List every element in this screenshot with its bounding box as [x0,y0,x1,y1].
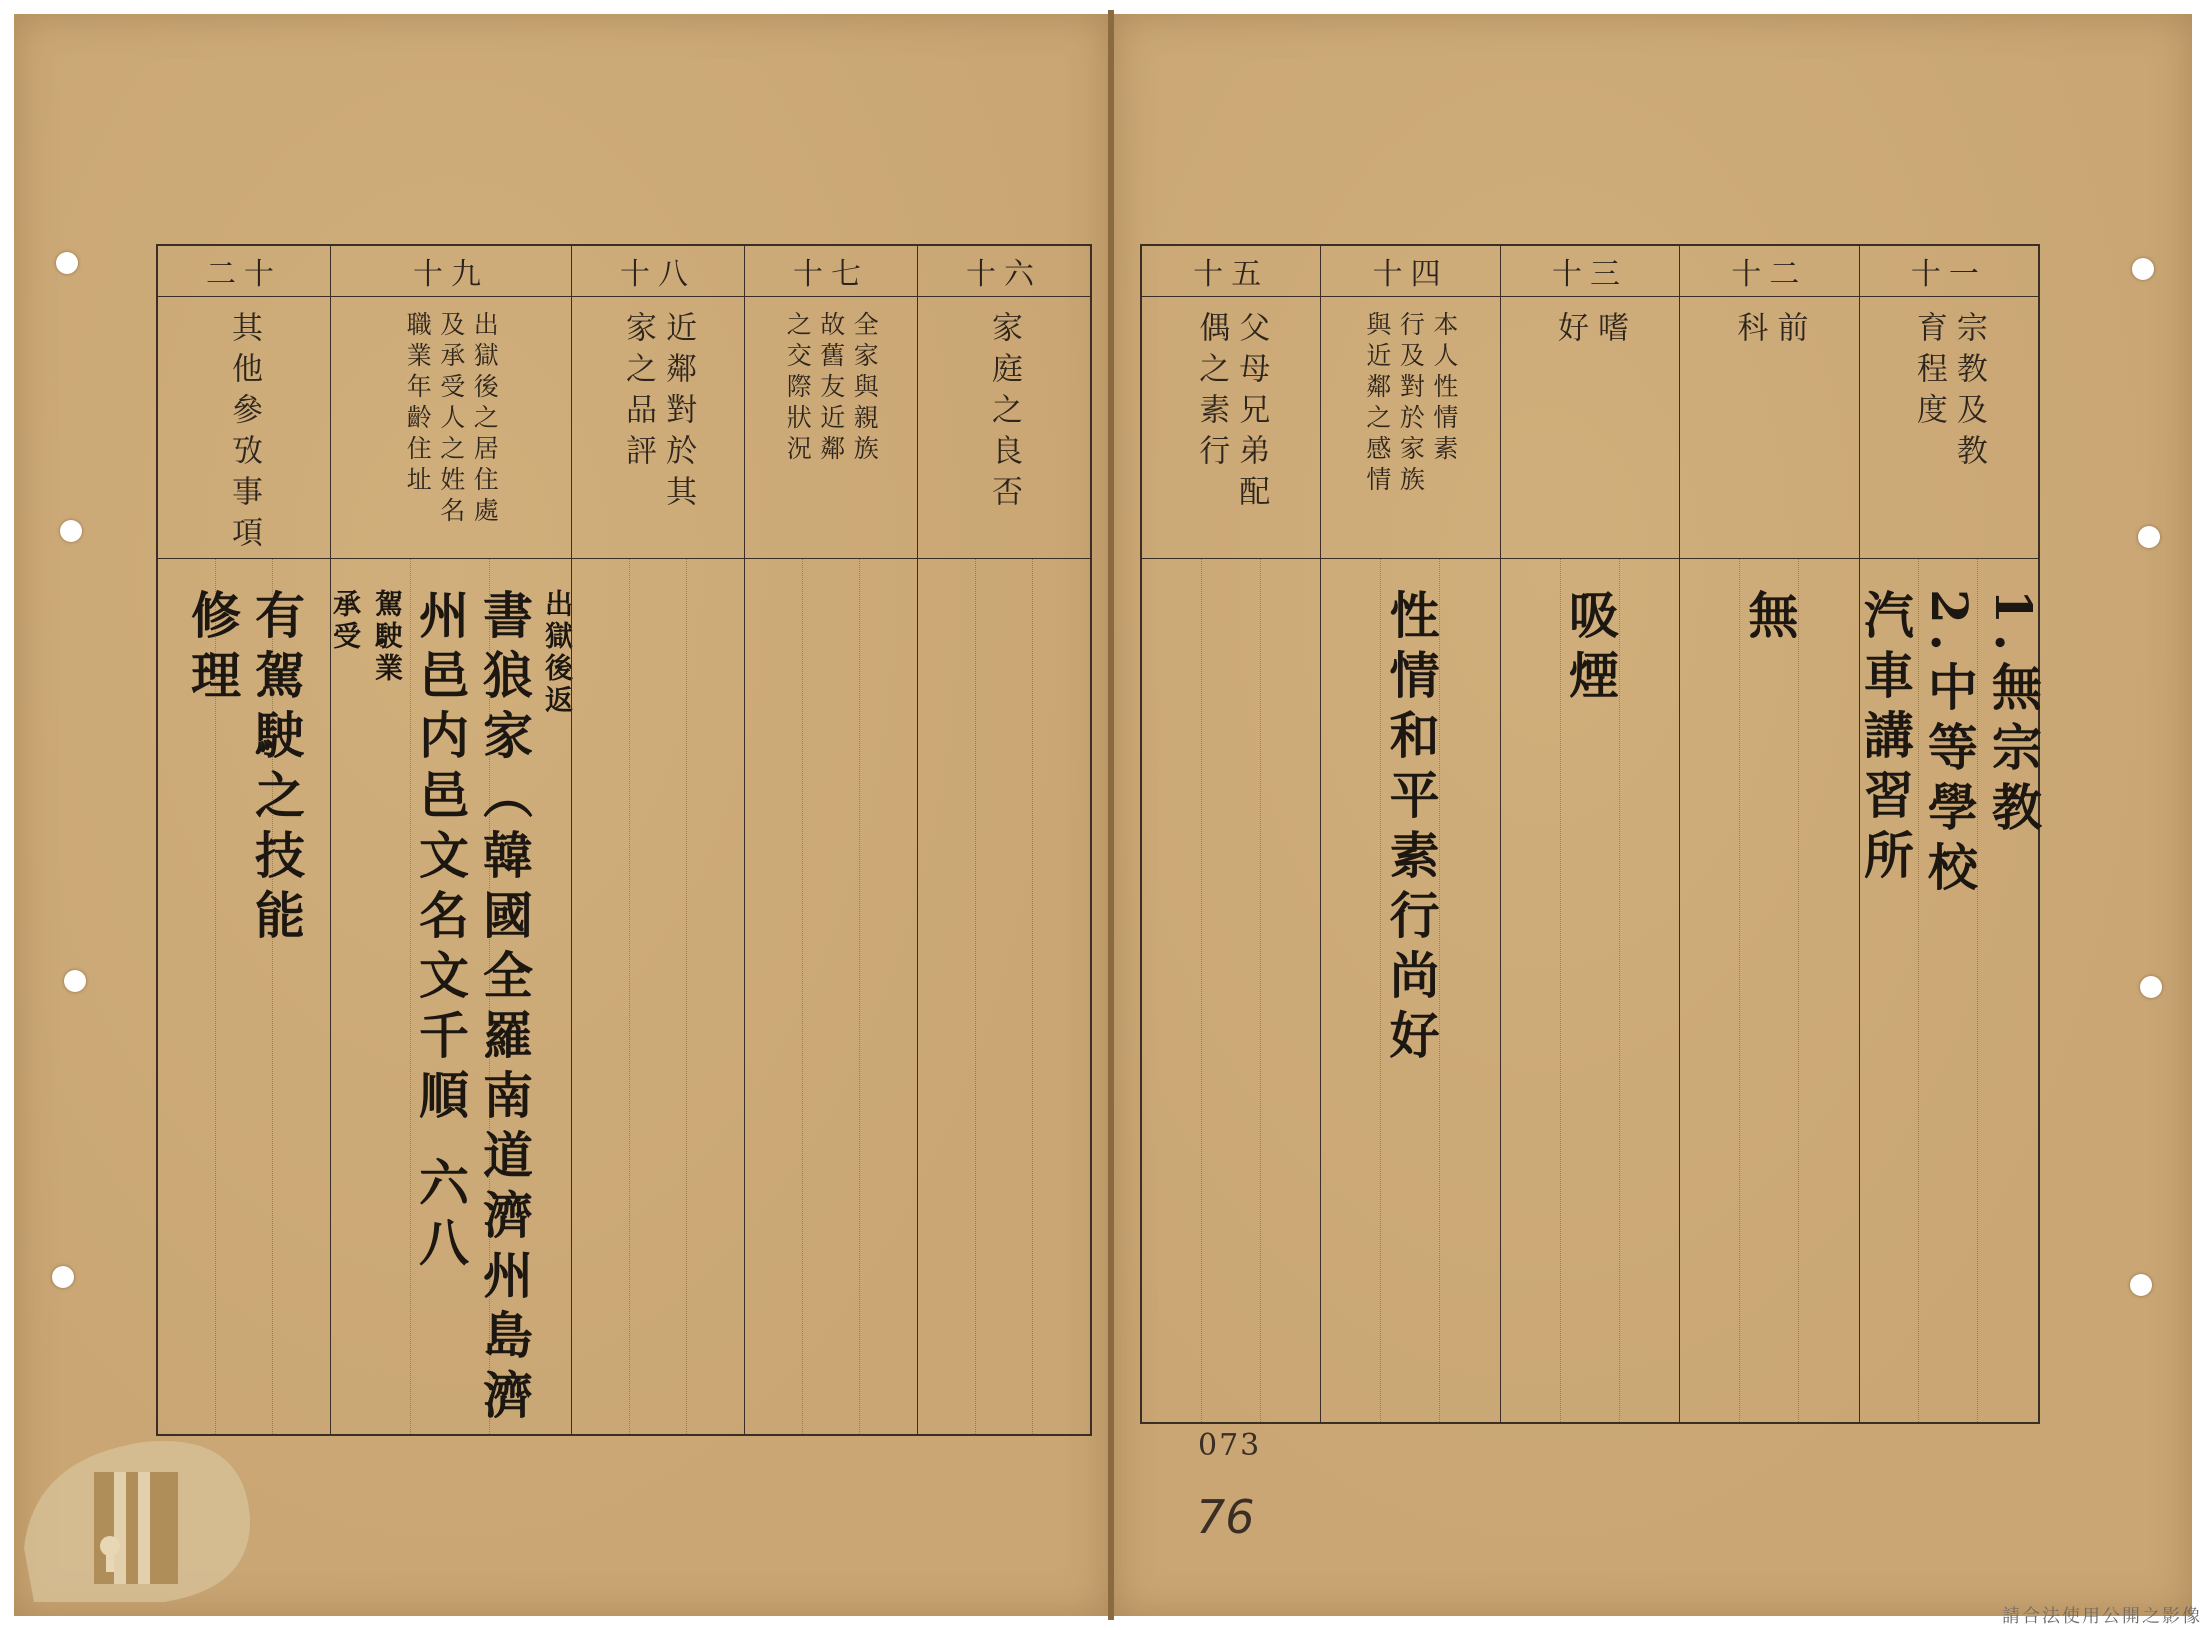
item-number: 十六 [918,246,1090,297]
handwritten-answer [1142,559,1320,1422]
form-column [1142,246,1320,1422]
form-column [158,246,330,1434]
item-label-line: 近鄰對於其 [660,311,697,516]
item-number: 二十 [158,246,330,297]
item-label-line: 好 [1552,311,1589,352]
page-number: 073 [1198,1428,1262,1463]
handwritten-line: 2.中等學校 [1919,589,1979,902]
item-label-line: 出獄後之居住處 [470,311,500,528]
item-label-line: 故舊友近鄰 [816,311,846,466]
item-label-line: 家之品評 [620,311,656,475]
item-label-line: 宗教及教 [1950,311,1987,475]
binding-hole [56,252,78,274]
item-label-line: 父母兄弟配 [1233,311,1270,516]
item-number: 十七 [745,246,917,297]
handwritten-line: 州邑内邑文名文千順 六八 [411,589,470,1277]
item-label-line: 偶之素行 [1193,311,1230,475]
item-label-line: 家庭之良否 [986,311,1023,516]
handwritten-line: 修理 [183,589,242,709]
guide-line [410,559,411,1434]
guide-line [802,559,803,1434]
guide-line [629,559,630,1434]
handwritten-line: 無 [1740,589,1800,649]
form-column [329,246,574,1434]
item-label [918,297,1090,559]
guide-line [1619,559,1620,1422]
handwritten-line: 有駕駛之技能 [247,589,306,949]
handwritten-line: 性情和平素行尚好 [1381,589,1441,1069]
item-label-line: 本人性情素 [1429,311,1459,466]
guide-line [1560,559,1561,1422]
left-form-table [156,244,1092,1436]
item-label-line: 及承受人之姓名 [436,311,466,528]
guide-line [489,559,490,1434]
form-column [1320,246,1499,1422]
guide-line [1918,559,1919,1422]
handwritten-line: 駕駛業 [371,589,404,685]
item-label [1321,297,1499,559]
handwritten-answer [918,559,1090,1434]
handwritten-line: 承受 [329,589,362,653]
item-number: 十四 [1321,246,1499,297]
item-label [1860,297,2038,559]
item-number: 十二 [1680,246,1858,297]
handwritten-answer [1501,559,1679,1422]
binding-hole [2132,258,2154,280]
item-label-line: 嗜 [1592,311,1629,352]
guide-line [215,559,216,1434]
item-number: 十九 [331,246,571,297]
handwritten-number: 76 [1196,1490,1255,1544]
handwritten-line: 汽車講習所 [1855,589,1915,889]
binding-hole [2130,1274,2152,1296]
form-column [917,246,1090,1434]
guide-line [1739,559,1740,1422]
guide-line [859,559,860,1434]
item-label-line: 全家與親族 [850,311,880,466]
item-label [331,297,571,559]
item-label-line: 職業年齡住址 [403,311,433,497]
item-label-line: 之交際狀況 [783,311,813,466]
item-label [1501,297,1679,559]
item-number: 十三 [1501,246,1679,297]
handwritten-answer [329,559,574,1434]
handwritten-answer [1321,559,1499,1422]
handwritten-answer [1680,559,1858,1422]
guide-line [1439,559,1440,1422]
item-label-line: 前 [1771,311,1808,352]
item-label-line: 與近鄰之感情 [1362,311,1392,497]
guide-line [975,559,976,1434]
form-column [744,246,917,1434]
handwritten-answer [745,559,917,1434]
guide-line [1032,559,1033,1434]
item-label [572,297,744,559]
item-label [1142,297,1320,559]
binding-hole [2138,526,2160,548]
form-column [1500,246,1679,1422]
item-label-line: 行及對於家族 [1396,311,1426,497]
handwritten-line: 書狼家（韓國全羅南道濟州島濟 [475,589,534,1429]
handwritten-line: 吸煙 [1561,589,1621,709]
item-label-line: 其他參攷事項 [226,311,263,557]
guide-line [1201,559,1202,1422]
guide-line [686,559,687,1434]
guide-line [1977,559,1978,1422]
right-form-table [1140,244,2043,1424]
handwritten-answer [158,559,330,1434]
handwritten-line: 1.無宗教 [1983,589,2043,842]
item-number: 十一 [1860,246,2038,297]
item-label-line: 育程度 [1910,311,1947,434]
guide-line [272,559,273,1434]
item-label [745,297,917,559]
item-label [1680,297,1858,559]
binding-hole [64,970,86,992]
binding-hole [52,1266,74,1288]
handwritten-answer [1855,559,2043,1422]
handwritten-line: 出獄後返 [541,589,574,717]
handwritten-answer [572,559,744,1434]
item-label-line: 科 [1731,311,1768,352]
binding-hole [2140,976,2162,998]
form-column [1855,246,2043,1422]
form-column [571,246,744,1434]
guide-line [1380,559,1381,1422]
archive-logo [14,1428,254,1608]
footer-note: 請合法使用公開之影像 [2002,1606,2202,1627]
guide-line [1260,559,1261,1422]
guide-line [1798,559,1799,1422]
item-number: 十五 [1142,246,1320,297]
item-label [158,297,330,559]
binding-hole [60,520,82,542]
form-column [1679,246,1858,1422]
item-number: 十八 [572,246,744,297]
